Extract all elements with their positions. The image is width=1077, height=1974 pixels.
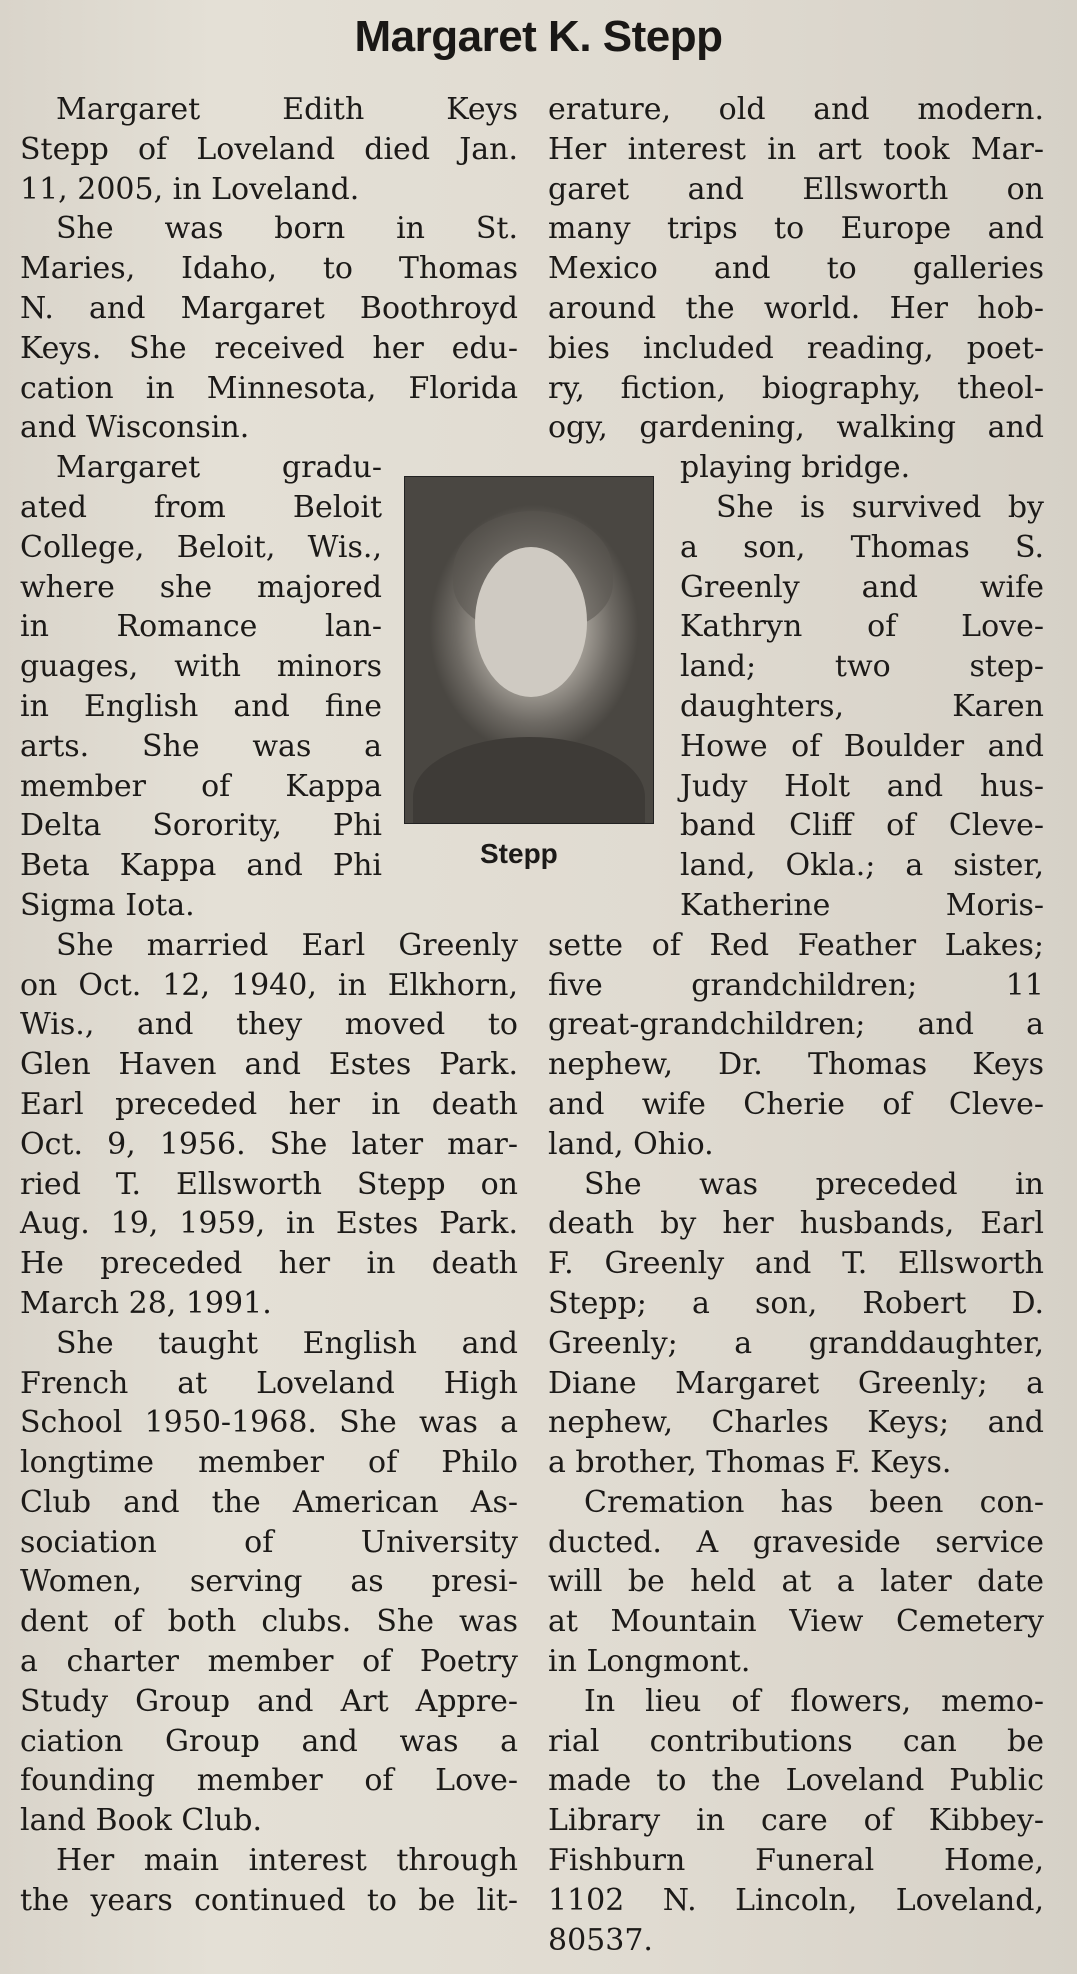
text-line: F. Greenly and T. Ellsworth: [548, 1246, 1044, 1282]
text-line: land, Ohio.: [548, 1126, 714, 1162]
text-line: on Oct. 12, 1940, in Elkhorn,: [20, 967, 518, 1003]
text-line: She is survived by: [716, 489, 1044, 525]
text-line: dent of both clubs. She was: [20, 1604, 518, 1640]
text-line: In lieu of flowers, memo-: [584, 1683, 1044, 1719]
text-line: Stepp of Loveland died Jan.: [20, 131, 518, 167]
text-line: Keys. She received her edu-: [20, 330, 518, 366]
text-line: garet and Ellsworth on: [548, 171, 1044, 207]
text-line: land; two step-: [680, 649, 1044, 685]
text-line: erature, old and modern.: [548, 92, 1044, 127]
text-line: great-grandchildren; and a: [548, 1007, 1044, 1043]
text-line: She taught English and: [56, 1325, 518, 1361]
text-line: Earl preceded her in death: [20, 1086, 518, 1122]
text-line: death by her husbands, Earl: [548, 1206, 1044, 1242]
text-line: Judy Holt and hus-: [680, 768, 1044, 804]
text-line: Women, serving as presi-: [20, 1564, 518, 1600]
photo-caption: Stepp: [480, 838, 558, 869]
text-line: guages, with minors: [20, 649, 382, 685]
text-line: She married Earl Greenly: [56, 927, 518, 963]
text-line: in English and fine: [20, 688, 382, 724]
text-line: a brother, Thomas F. Keys.: [548, 1445, 952, 1481]
text-line: School 1950-1968. She was a: [20, 1405, 518, 1441]
text-line: arts. She was a: [20, 728, 382, 764]
text-line: 80537.: [548, 1922, 653, 1958]
text-line: Kathryn of Love-: [680, 609, 1044, 645]
text-line: Diane Margaret Greenly; a: [548, 1365, 1044, 1401]
text-line: 1102 N. Lincoln, Loveland,: [548, 1882, 1044, 1918]
text-line: Greenly and wife: [680, 569, 1044, 605]
text-line: a charter member of Poetry: [20, 1644, 518, 1680]
text-line: Library in care of Kibbey-: [548, 1803, 1044, 1839]
text-line: ry, fiction, biography, theol-: [548, 370, 1044, 406]
text-line: Aug. 19, 1959, in Estes Park.: [20, 1206, 518, 1242]
text-line: Margaret gradu-: [56, 450, 382, 486]
text-line: Club and the American As-: [20, 1484, 518, 1520]
text-line: Fishburn Funeral Home,: [548, 1843, 1044, 1879]
text-line: longtime member of Philo: [20, 1445, 518, 1481]
text-line: around the world. Her hob-: [548, 290, 1044, 326]
text-line: Maries, Idaho, to Thomas: [20, 251, 518, 287]
text-line: in Longmont.: [548, 1644, 751, 1680]
text-line: Mexico and to galleries: [548, 251, 1044, 287]
text-line: at Mountain View Cemetery: [548, 1604, 1044, 1640]
text-line: founding member of Love-: [20, 1763, 518, 1799]
text-line: five grandchildren; 11: [548, 967, 1044, 1003]
text-line: where she majored: [20, 569, 382, 605]
text-line: 11, 2005, in Loveland.: [20, 171, 360, 207]
text-line: Her interest in art took Mar-: [548, 131, 1044, 167]
text-line: ogy, gardening, walking and: [548, 410, 1044, 446]
text-line: in Romance lan-: [20, 609, 382, 645]
text-line: Howe of Boulder and: [680, 728, 1044, 764]
text-line: bies included reading, poet-: [548, 330, 1044, 366]
text-line: Katherine Moris-: [680, 887, 1044, 923]
text-line: ciation Group and was a: [20, 1723, 518, 1759]
text-line: ated from Beloit: [20, 489, 382, 525]
text-line: Cremation has been con-: [584, 1484, 1044, 1520]
text-line: and wife Cherie of Cleve-: [548, 1086, 1044, 1122]
text-line: a son, Thomas S.: [680, 529, 1044, 565]
text-line: Study Group and Art Appre-: [20, 1683, 518, 1719]
text-line: She was preceded in: [584, 1166, 1044, 1202]
text-line: College, Beloit, Wis.,: [20, 529, 382, 565]
text-line: Glen Haven and Estes Park.: [20, 1047, 518, 1083]
text-line: will be held at a later date: [548, 1564, 1044, 1600]
text-line: Delta Sorority, Phi: [20, 808, 382, 844]
text-line: Stepp; a son, Robert D.: [548, 1285, 1044, 1321]
text-line: She was born in St.: [56, 211, 518, 247]
text-line: band Cliff of Cleve-: [680, 808, 1044, 844]
text-line: N. and Margaret Boothroyd: [20, 290, 518, 326]
right-text-column: [548, 90, 1044, 1960]
left-text-column: [20, 90, 518, 1921]
text-line: daughters, Karen: [680, 688, 1044, 724]
text-line: Her main interest through: [56, 1843, 518, 1879]
text-line: made to the Loveland Public: [548, 1763, 1044, 1799]
text-line: ried T. Ellsworth Stepp on: [20, 1166, 518, 1202]
text-line: member of Kappa: [20, 768, 382, 804]
text-line: nephew, Charles Keys; and: [548, 1405, 1044, 1441]
text-line: land, Okla.; a sister,: [680, 848, 1044, 884]
text-line: Oct. 9, 1956. She later mar-: [20, 1126, 518, 1162]
text-line: land Book Club.: [20, 1803, 263, 1839]
text-line: March 28, 1991.: [20, 1285, 272, 1321]
text-line: Margaret Edith Keys: [56, 92, 518, 127]
text-line: nephew, Dr. Thomas Keys: [548, 1047, 1044, 1083]
text-line: Wis., and they moved to: [20, 1007, 518, 1043]
text-line: sociation of University: [20, 1524, 518, 1560]
text-line: Sigma Iota.: [20, 887, 195, 923]
text-line: Greenly; a granddaughter,: [548, 1325, 1044, 1361]
text-line: many trips to Europe and: [548, 211, 1044, 247]
text-line: sette of Red Feather Lakes;: [548, 927, 1044, 963]
text-line: Beta Kappa and Phi: [20, 848, 382, 884]
text-line: the years continued to be lit-: [20, 1882, 518, 1918]
text-line: ducted. A graveside service: [548, 1524, 1044, 1560]
text-line: French at Loveland High: [20, 1365, 518, 1401]
text-line: and Wisconsin.: [20, 410, 250, 446]
text-line: playing bridge.: [680, 450, 911, 486]
text-line: He preceded her in death: [20, 1246, 518, 1282]
obituary-title: Margaret K. Stepp: [354, 12, 723, 61]
text-line: rial contributions can be: [548, 1723, 1044, 1759]
text-line: cation in Minnesota, Florida: [20, 370, 518, 406]
